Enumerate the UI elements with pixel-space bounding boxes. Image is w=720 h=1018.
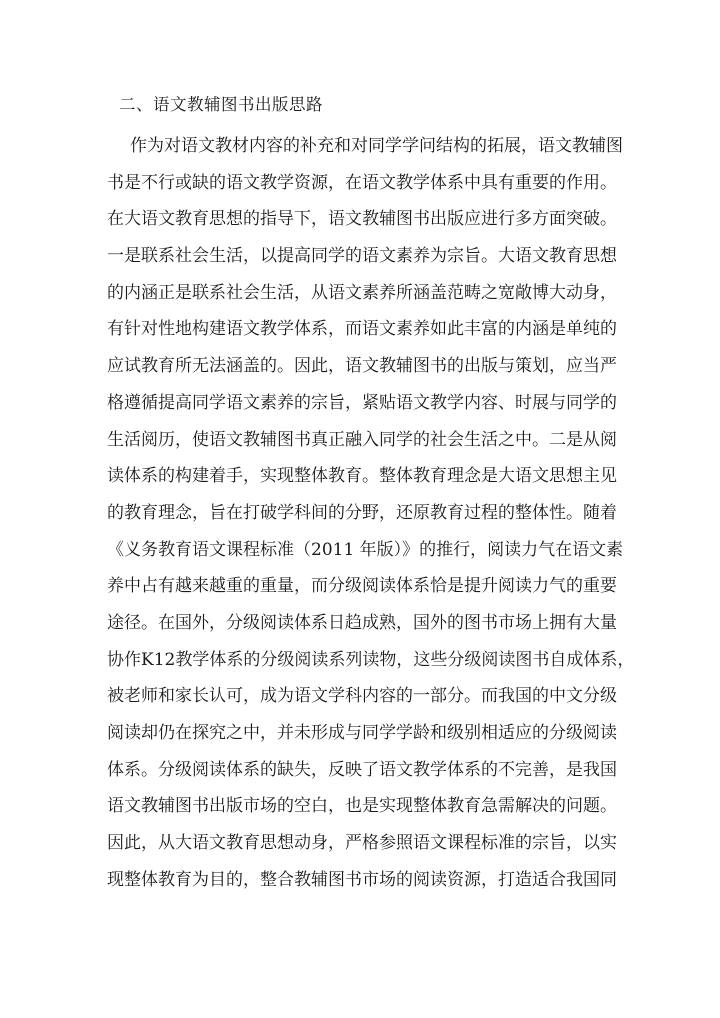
paragraph-line: 应试教育所无法涵盖的。因此，语文教辅图书的出版与策划，应当严 — [107, 356, 617, 376]
paragraph-line: 书是不行或缺的语文教学资源，在语文教学体系中具有重要的作用。 — [107, 173, 617, 193]
paragraph-line: 协作K12教学体系的分级阅读系列读物，这些分级阅读图书自成体系， — [107, 650, 635, 670]
paragraph-line: 因此，从大语文教育思想动身，严格参照语文课程标准的宗旨，以实 — [107, 833, 617, 853]
paragraph-line: 格遵循提高同学语文素养的宗旨，紧贴语文教学内容、时展与同学的 — [107, 393, 617, 413]
paragraph-line: 读体系的构建着手，实现整体教育。整体教育理念是大语文思想主见 — [107, 466, 617, 486]
paragraph-line: 在大语文教育思想的指导下，语文教辅图书出版应进行多方面突破。 — [107, 209, 617, 229]
paragraph-line: 一是联系社会生活，以提高同学的语文素养为宗旨。大语文教育思想 — [107, 246, 617, 266]
paragraph-line: 养中占有越来越重的重量，而分级阅读体系恰是提升阅读力气的重要 — [107, 576, 617, 596]
paragraph-line: 的内涵正是联系社会生活，从语文素养所涵盖范畴之宽敞博大动身， — [107, 283, 617, 303]
paragraph-line: 作为对语文教材内容的补充和对同学学问结构的拓展，语文教辅图 — [130, 136, 623, 156]
section-heading: 二、语文教辅图书出版思路 — [119, 95, 323, 114]
paragraph-line: 生活阅历，使语文教辅图书真正融入同学的社会生活之中。二是从阅 — [107, 430, 617, 450]
paragraph-line: 的教育理念，旨在打破学科间的分野，还原教育过程的整体性。随着 — [107, 503, 617, 523]
paragraph-line: 阅读却仍在探究之中，并未形成与同学学龄和级别相适应的分级阅读 — [107, 723, 617, 743]
paragraph-line: 现整体教育为目的，整合教辅图书市场的阅读资源，打造适合我国同 — [107, 870, 617, 890]
paragraph-line: 语文教辅图书出版市场的空白，也是实现整体教育急需解决的问题。 — [107, 796, 617, 816]
paragraph-line: 被老师和家长认可，成为语文学科内容的一部分。而我国的中文分级 — [107, 686, 617, 706]
paragraph-line: 有针对性地构建语文教学体系，而语文素养如此丰富的内涵是单纯的 — [107, 319, 617, 339]
paragraph-line: 《义务教育语文课程标准（2011 年版）》的推行，阅读力气在语文素 — [107, 540, 624, 560]
paragraph-line: 体系。分级阅读体系的缺失，反映了语文教学体系的不完善，是我国 — [107, 760, 617, 780]
paragraph-line: 途径。在国外，分级阅读体系日趋成熟，国外的图书市场上拥有大量 — [107, 613, 617, 633]
